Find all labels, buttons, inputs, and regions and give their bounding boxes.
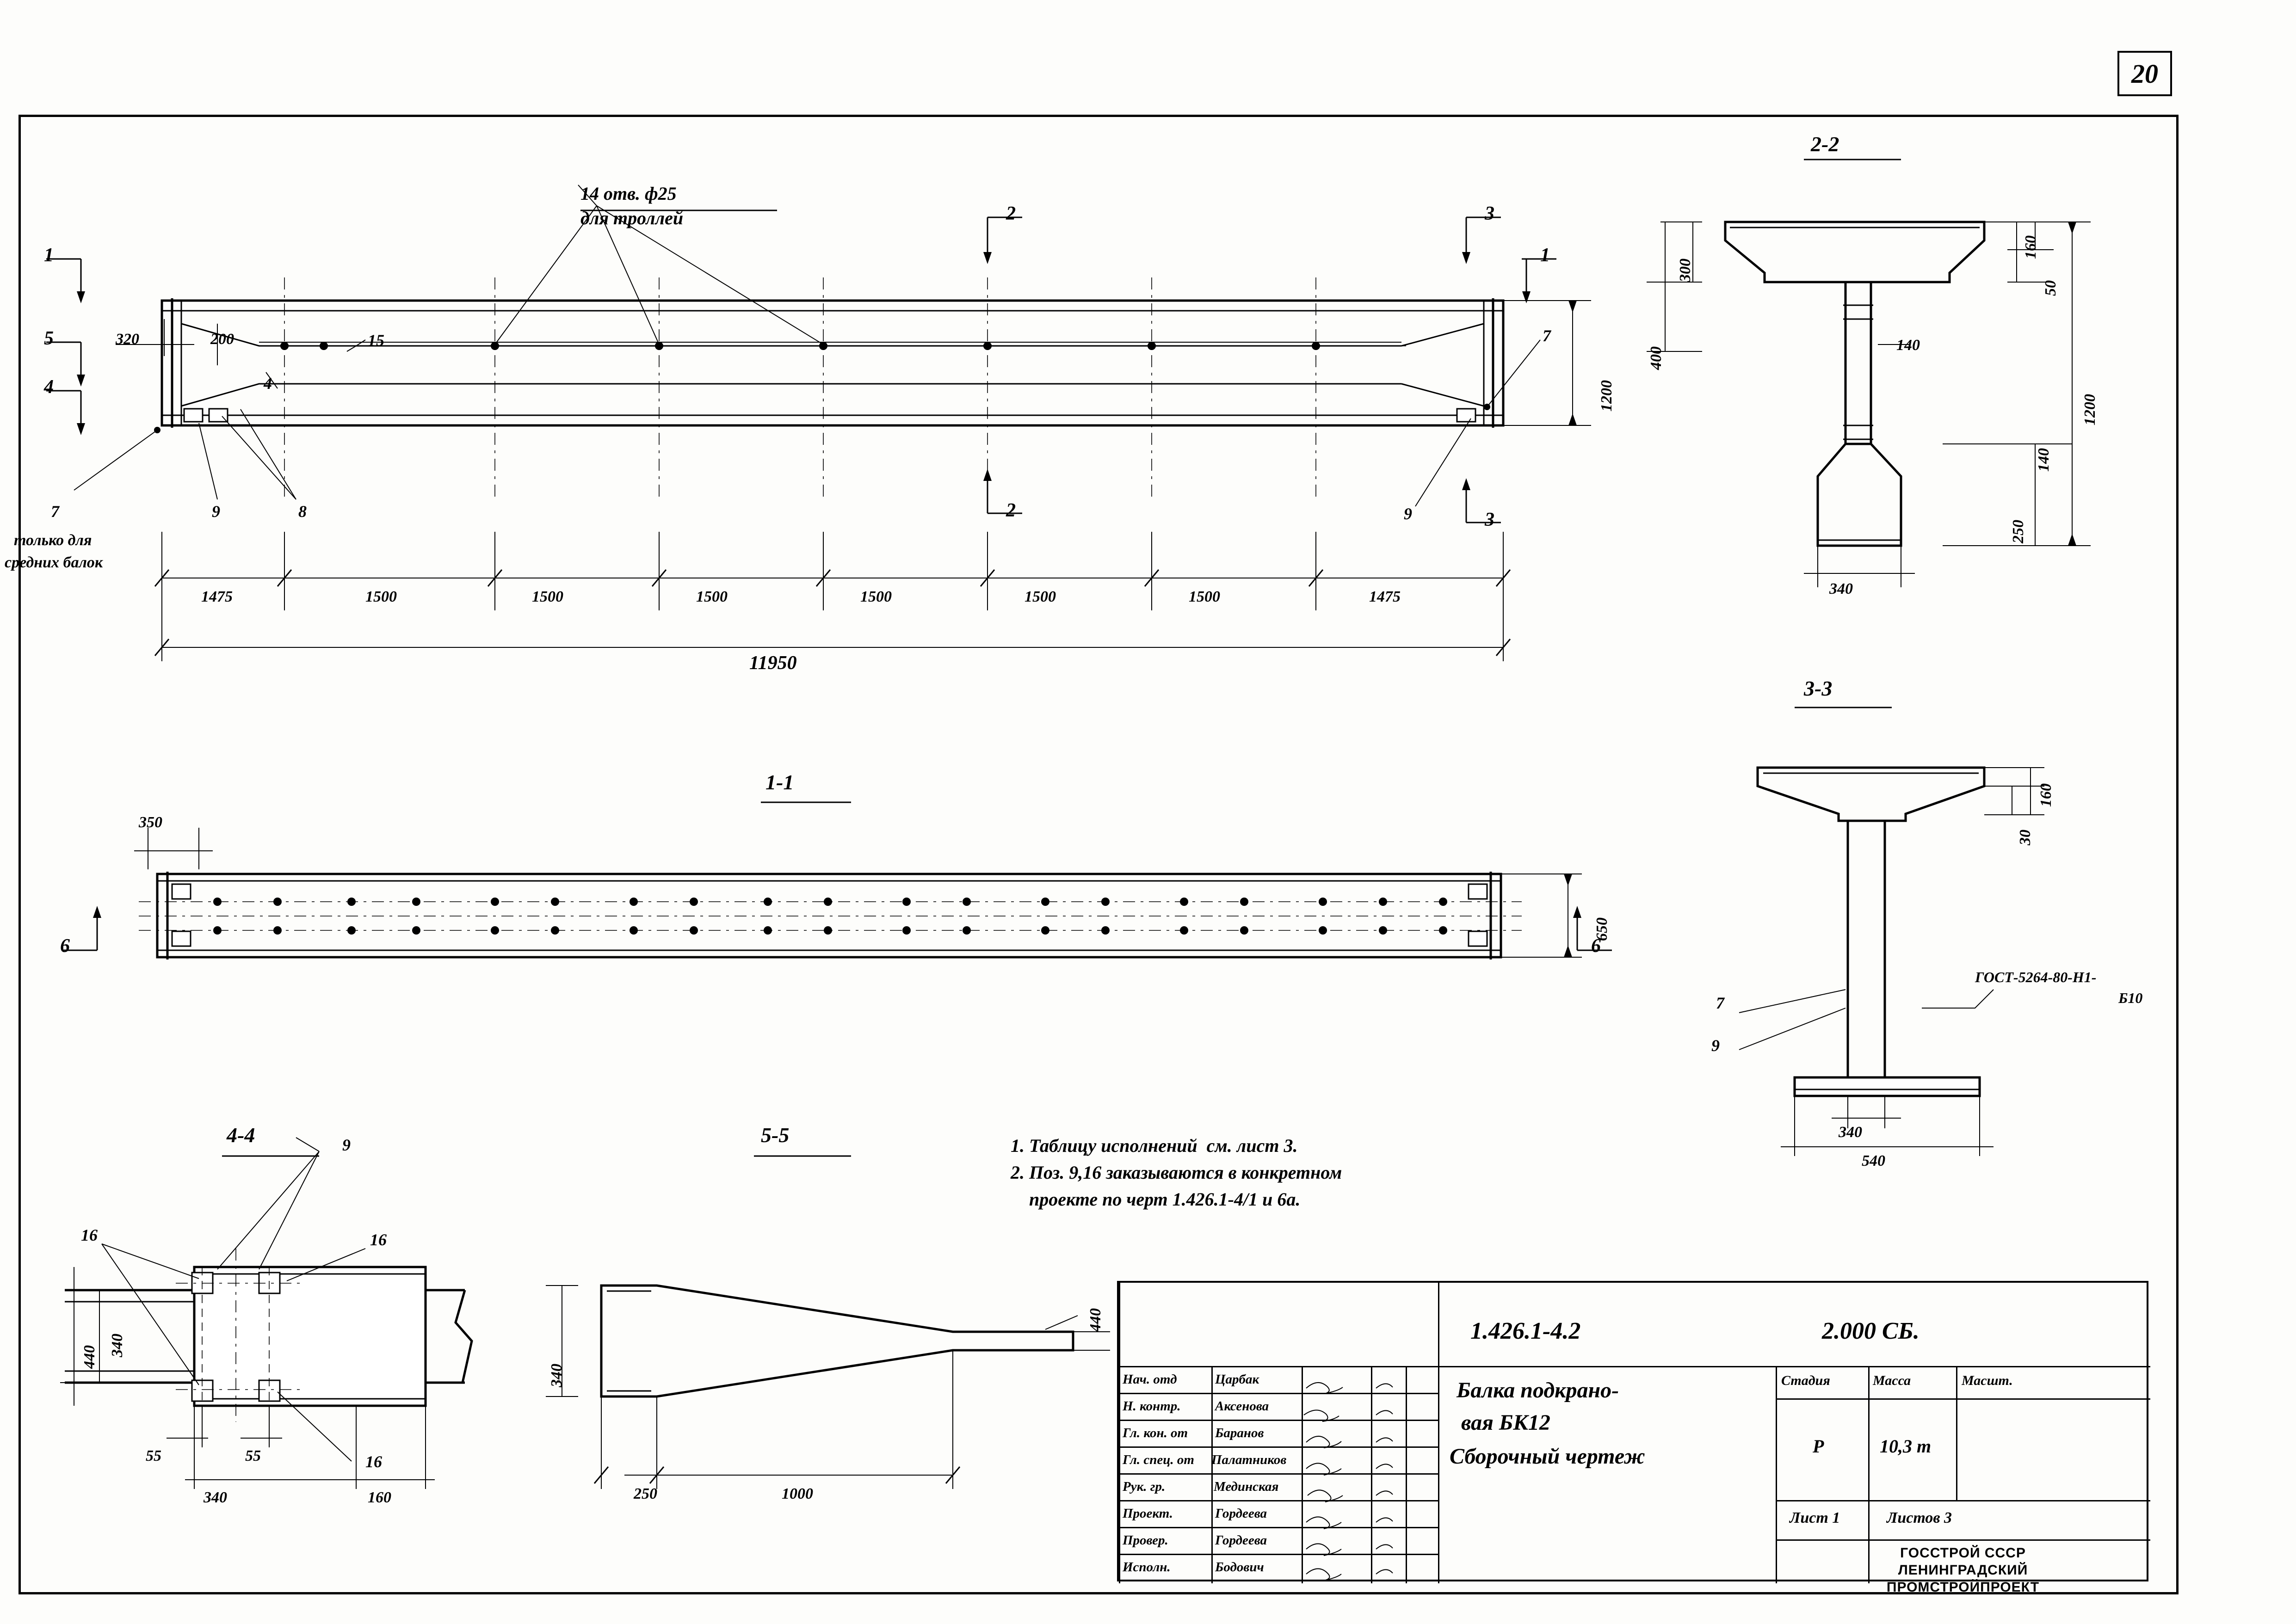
sheet-label: Лист 1 [1790, 1509, 1840, 1526]
dim-140-bottom: 140 [2035, 448, 2052, 472]
section-mark-2-top: 2 [1006, 203, 1016, 224]
name-2: Баранов [1215, 1426, 1264, 1440]
dim-1200-plan [1503, 301, 1591, 425]
dim-350: 350 [139, 814, 162, 831]
dim-340-5-5: 340 [548, 1364, 565, 1387]
drawing-set: 2.000 СБ. [1822, 1318, 1920, 1344]
role-1: Н. контр. [1123, 1399, 1181, 1414]
name-5: Гордеева [1215, 1506, 1267, 1521]
section-arrows [46, 217, 1556, 523]
pos-16-bottom: 16 [365, 1452, 382, 1471]
dim-1500-2: 1500 [532, 588, 563, 605]
pos-9-right: 9 [1404, 504, 1412, 523]
role-7: Исполн. [1123, 1560, 1171, 1575]
section-mark-6-right: 6 [1591, 935, 1601, 957]
mass-header: Масса [1873, 1373, 1911, 1388]
dim-440-4-4: 440 [81, 1345, 98, 1369]
pos-9-4-4: 9 [342, 1136, 351, 1154]
view-3-3-title: 3-3 [1804, 677, 1833, 700]
pos-7-3-3: 7 [1716, 994, 1724, 1012]
dim-1500-6: 1500 [1189, 588, 1220, 605]
dim-340-4-4-bottom: 340 [204, 1489, 227, 1506]
pos-7-right: 7 [1543, 326, 1551, 345]
dim-160: 160 [2022, 235, 2039, 259]
pos-9-3-3: 9 [1711, 1036, 1720, 1055]
dim-1475-left: 1475 [201, 588, 233, 605]
section-mark-3-bottom: 3 [1485, 509, 1494, 530]
weld-note-line1: ГОСТ-5264-80-Н1- [1975, 969, 2097, 985]
view-4-4-geometry [60, 1138, 472, 1489]
dim-1500-1: 1500 [365, 588, 397, 605]
object-name-line3: Сборочный чертеж [1450, 1444, 1645, 1469]
dim-440-5-5: 440 [1087, 1308, 1104, 1332]
pos-15: 15 [368, 331, 384, 350]
drawing-code: 1.426.1-4.2 [1470, 1318, 1581, 1344]
dim-1200-section: 1200 [2081, 394, 2098, 425]
dim-250-5-5: 250 [634, 1485, 657, 1502]
dim-1500-4: 1500 [860, 588, 892, 605]
pos-leaders-right [1415, 340, 1540, 506]
section-mark-3-top: 3 [1485, 203, 1494, 224]
dim-540: 540 [1862, 1152, 1885, 1169]
section-mark-2-bottom: 2 [1006, 500, 1016, 521]
pos-16-right: 16 [370, 1230, 387, 1249]
name-6: Гордеева [1215, 1533, 1267, 1548]
dim-11950: 11950 [749, 652, 797, 674]
view-5-5-geometry [546, 1286, 1110, 1489]
role-5: Проект. [1123, 1506, 1173, 1521]
scale-header: Масшт. [1962, 1373, 2013, 1388]
note-line-3: проекте по черт 1.426.1-4/1 и 6а. [1011, 1189, 1301, 1210]
section-mark-5-left: 5 [44, 328, 54, 349]
mass-value: 10,3 т [1880, 1436, 1932, 1457]
dim-50: 50 [2042, 280, 2059, 296]
dim-1000-5-5: 1000 [782, 1485, 813, 1502]
view-4-4-title: 4-4 [227, 1123, 255, 1147]
stage-header: Стадия [1781, 1373, 1830, 1388]
dim-320: 320 [116, 331, 139, 348]
beam-elevation [162, 298, 1503, 428]
dim-250: 250 [2010, 520, 2027, 543]
dim-300: 300 [1677, 258, 1694, 282]
org-line3: ПРОМСТРОЙПРОЕКТ [1886, 1580, 2040, 1595]
pos-9-left: 9 [212, 502, 220, 521]
name-7: Бодович [1215, 1560, 1264, 1575]
dim-340-2-2: 340 [1829, 580, 1853, 597]
pos-8: 8 [298, 502, 307, 521]
view-2-2-title: 2-2 [1811, 132, 1839, 156]
holes-note-line2: для троллей [580, 208, 684, 228]
name-3: Палатников [1211, 1452, 1287, 1467]
page-number: 20 [2131, 58, 2158, 89]
title-block [1117, 1281, 2148, 1595]
name-0: Царбак [1215, 1372, 1259, 1387]
role-3: Гл. спец. от [1123, 1452, 1194, 1467]
section-mark-4-left: 4 [44, 376, 54, 398]
signatures [1119, 1283, 2150, 1583]
view-1-1-geometry [62, 828, 1612, 960]
weld-note-line2: Б10 [2118, 990, 2143, 1006]
role-4: Рук. гр. [1123, 1479, 1166, 1494]
org-line2: ЛЕНИНГРАДСКИЙ [1898, 1562, 2028, 1578]
section-mark-1-left: 1 [44, 245, 54, 266]
dim-55-a: 55 [146, 1447, 161, 1464]
dim-340-4-4: 340 [109, 1334, 126, 1357]
role-6: Провер. [1123, 1533, 1168, 1548]
chain-dimensions [155, 532, 1510, 661]
dim-1500-3: 1500 [696, 588, 728, 605]
dim-200: 200 [210, 331, 234, 348]
pos-7-left: 7 [51, 502, 59, 521]
dim-140-web: 140 [1896, 337, 1920, 354]
sheets-label: Листов 3 [1887, 1509, 1952, 1526]
pos-16-left: 16 [81, 1226, 98, 1244]
dim-400: 400 [1648, 346, 1665, 370]
role-2: Гл. кон. от [1123, 1426, 1188, 1440]
dim-30: 30 [2017, 830, 2034, 845]
view-1-1-title: 1-1 [765, 770, 794, 794]
note-line-1: 1. Таблицу исполнений см. лист 3. [1011, 1135, 1298, 1156]
object-name-line1: Балка подкрано- [1457, 1378, 1619, 1403]
dim-160-4-4: 160 [368, 1489, 391, 1506]
name-4: Мединская [1214, 1479, 1279, 1494]
holes-note-line1: 14 отв. ф25 [580, 183, 677, 204]
stage-value: Р [1813, 1436, 1824, 1457]
only-middle-note-line2: средних балок [5, 554, 103, 571]
only-middle-note-line1: только для [14, 532, 92, 549]
view-5-5-title: 5-5 [761, 1123, 790, 1147]
pos-4: 4 [264, 374, 272, 393]
role-0: Нач. отд [1123, 1372, 1177, 1387]
dim-160-3-3: 160 [2037, 783, 2055, 807]
name-1: Аксенова [1215, 1399, 1269, 1414]
section-mark-6-left: 6 [60, 935, 70, 957]
dim-340-3-3: 340 [1839, 1124, 1862, 1141]
note-line-2: 2. Поз. 9,16 заказываются в конкретном [1011, 1162, 1342, 1183]
dim-55-b: 55 [245, 1447, 261, 1464]
dim-650: 650 [1593, 917, 1611, 941]
object-name-line2: вая БК12 [1461, 1410, 1550, 1435]
dim-1200-plan: 1200 [1598, 380, 1615, 412]
view-3-3-geometry [1739, 768, 2044, 1156]
org-line1: ГОССТРОЙ СССР [1900, 1545, 2026, 1561]
dim-1475-right: 1475 [1369, 588, 1401, 605]
pos-leaders-left [74, 409, 296, 499]
dim-1500-5: 1500 [1025, 588, 1056, 605]
section-mark-1-right: 1 [1540, 245, 1550, 266]
